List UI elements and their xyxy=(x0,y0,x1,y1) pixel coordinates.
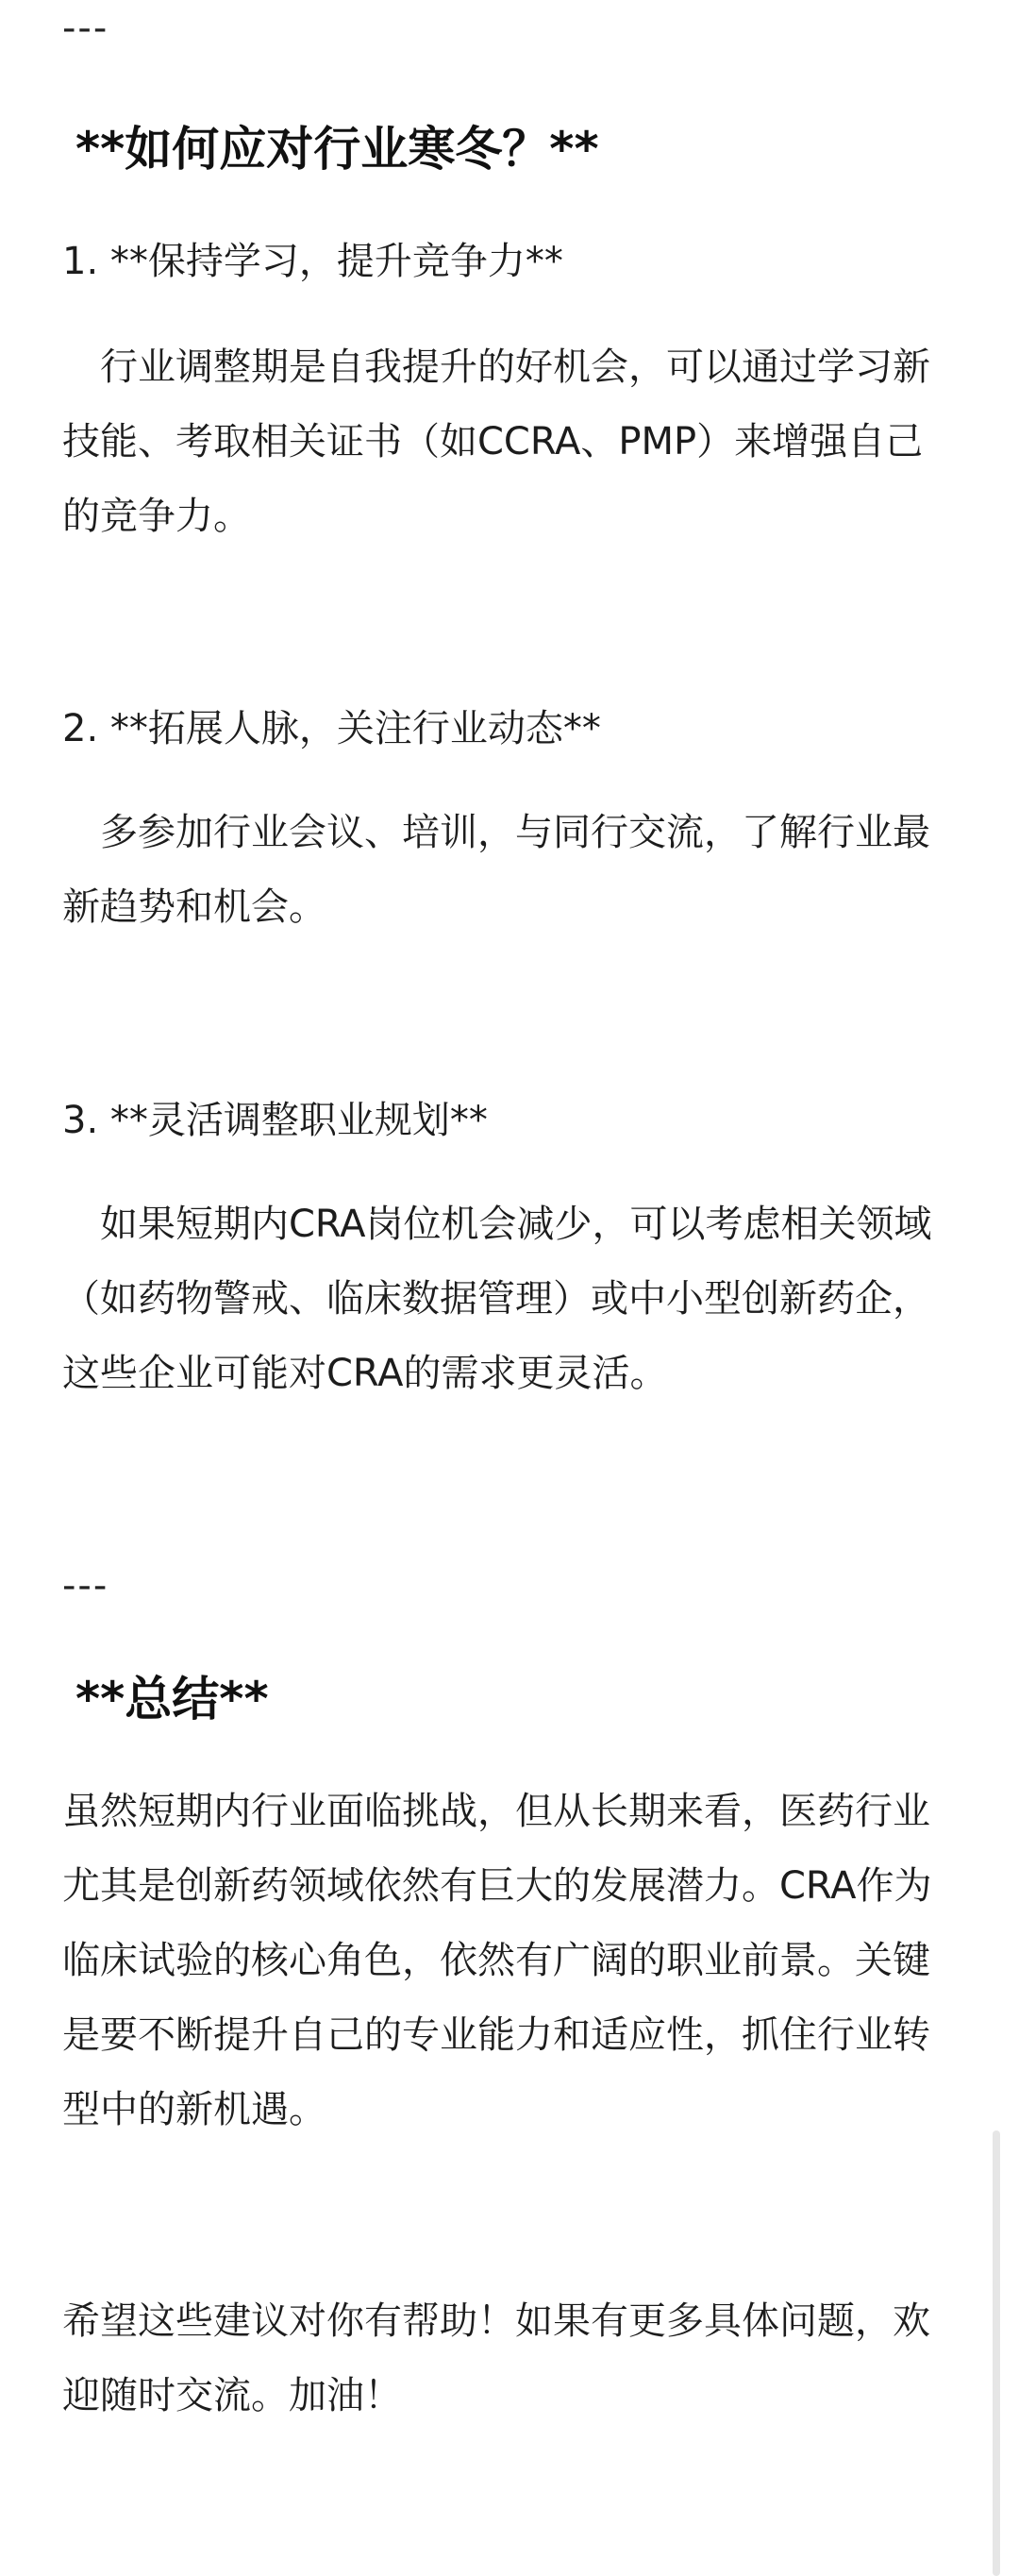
item-body-2: 多参加行业会议、培训，与同行交流，了解行业最新趋势和机会。 xyxy=(62,811,930,929)
item-title-2: 2. **拓展人脉，关注行业动态** xyxy=(62,707,601,750)
section-heading-cope: **如何应对行业寒冬？** xyxy=(75,122,599,177)
item-title-1: 1. **保持学习，提升竞争力** xyxy=(62,240,563,283)
closing-text: 希望这些建议对你有帮助！如果有更多具体问题，欢迎随时交流。加油！ xyxy=(62,2299,930,2417)
middle-divider: --- xyxy=(62,1564,109,1608)
top-divider: --- xyxy=(62,7,109,50)
item-body-3: 如果短期内CRA岗位机会减少，可以考虑相关领域（如药物警戒、临床数据管理）或中小型创新药企，这些企业可能对CRA的需求更灵活。 xyxy=(62,1203,932,1395)
item-body-1: 行业调整期是自我提升的好机会，可以通过学习新技能、考取相关证书（如CCRA、PMP）来增强自己的竞争力。 xyxy=(62,345,930,538)
section-heading-summary: **总结** xyxy=(75,1672,269,1726)
scrollbar[interactable] xyxy=(993,2130,1000,2576)
summary-body: 虽然短期内行业面临挑战，但从长期来看，医药行业尤其是创新药领域依然有巨大的发展潜力。CRA作为临床试验的核心角色，依然有广阔的职业前景。关键是要不断提升自己的专业能力和适应性，抓住行业转型中的新机遇。 xyxy=(62,1790,932,2131)
item-title-3: 3. **灵活调整职业规划** xyxy=(62,1099,488,1142)
